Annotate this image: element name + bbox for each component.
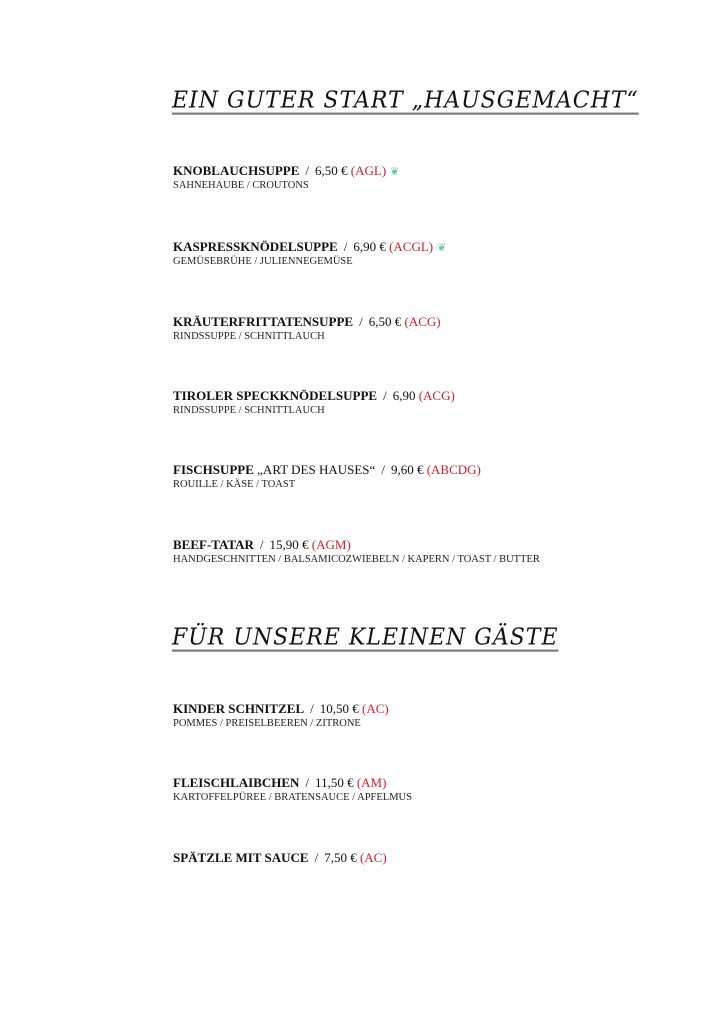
- item-allergens: (AGL): [350, 163, 387, 178]
- separator: /: [314, 850, 319, 865]
- separator: /: [259, 537, 264, 552]
- item-description: HANDGESCHNITTEN / BALSAMICOZWIEBELN / KAPERN / TOAST / BUTTER: [173, 554, 540, 565]
- menu-item: [173, 388, 455, 416]
- item-description: GEMÜSEBRÜHE / JULIENNEGEMÜSE: [173, 256, 353, 267]
- item-name-extra: „ART DES HAUSES“: [253, 462, 376, 477]
- menu-item: [173, 462, 481, 490]
- item-price: 6,90 €: [353, 239, 386, 254]
- menu-item-line: [173, 388, 455, 404]
- menu-item: [173, 701, 389, 729]
- item-name: KNOBLAUCHSUPPE: [173, 163, 300, 178]
- item-allergens: (ACG): [418, 388, 455, 403]
- item-allergens: (ACGL): [389, 239, 434, 254]
- item-name: KINDER SCHNITZEL: [173, 701, 305, 716]
- item-name: KRÄUTERFRITTATENSUPPE: [173, 314, 354, 329]
- item-allergens: (ACG): [404, 314, 441, 329]
- separator: /: [383, 388, 387, 403]
- item-price: 11,50 €: [315, 775, 354, 790]
- separator: /: [359, 314, 363, 329]
- menu-item-line: [173, 537, 540, 553]
- menu-item-line: [173, 314, 441, 330]
- item-name: SPÄTZLE MIT SAUCE: [173, 850, 309, 865]
- item-price: 6,90: [392, 388, 416, 403]
- item-price: 6,50 €: [368, 314, 402, 329]
- item-allergens: (AGM): [311, 537, 351, 552]
- item-price: 9,60 €: [390, 462, 424, 477]
- menu-item-line: [173, 775, 412, 791]
- item-price: 7,50 €: [324, 850, 357, 865]
- item-name: BEEF-TATAR: [173, 537, 254, 552]
- item-price: 10,50 €: [319, 701, 359, 716]
- item-description: RINDSSUPPE / SCHNITTLAUCH: [173, 405, 325, 416]
- item-name: TIROLER SPECKKNÖDELSUPPE: [173, 388, 378, 403]
- menu-item: [173, 163, 399, 191]
- item-allergens: (AC): [362, 701, 389, 716]
- item-description: RINDSSUPPE / SCHNITTLAUCH: [173, 331, 325, 342]
- separator: /: [381, 462, 385, 477]
- leaf-icon: ❦: [437, 242, 447, 254]
- item-description: POMMES / PREISELBEEREN / ZITRONE: [173, 718, 361, 729]
- item-description: SAHNEHAUBE / CROUTONS: [173, 180, 309, 191]
- menu-item-line: [173, 163, 399, 179]
- menu-item-line: [173, 462, 481, 478]
- separator: /: [310, 701, 314, 716]
- item-allergens: (AC): [359, 850, 387, 865]
- menu-item-line: [173, 239, 446, 255]
- menu-item: [173, 239, 446, 267]
- section-heading: FÜR UNSERE KLEINEN GÄSTE: [172, 624, 559, 651]
- item-price: 15,90 €: [269, 537, 309, 552]
- menu-item: [173, 775, 412, 803]
- menu-item-line: [173, 850, 387, 866]
- separator: /: [305, 775, 310, 790]
- separator: /: [305, 163, 310, 178]
- item-price: 6,50 €: [315, 163, 348, 178]
- item-name: FISCHSUPPE: [173, 462, 254, 477]
- item-allergens: (ABCDG): [426, 462, 481, 477]
- item-allergens: (AM): [356, 775, 387, 790]
- menu-item: [173, 314, 441, 342]
- menu-item: [173, 850, 387, 866]
- item-name: KASPRESSKNÖDELSUPPE: [173, 239, 338, 254]
- leaf-icon: ❦: [390, 166, 400, 178]
- item-description: ROUILLE / KÄSE / TOAST: [173, 479, 296, 490]
- item-name: FLEISCHLAIBCHEN: [173, 775, 300, 790]
- item-description: KARTOFFELPÜREE / BRATENSAUCE / APFELMUS: [173, 792, 412, 803]
- separator: /: [343, 239, 348, 254]
- section-heading: EIN GUTER START „HAUSGEMACHT“: [172, 87, 639, 114]
- menu-item-line: [173, 701, 389, 717]
- menu-item: [173, 537, 540, 565]
